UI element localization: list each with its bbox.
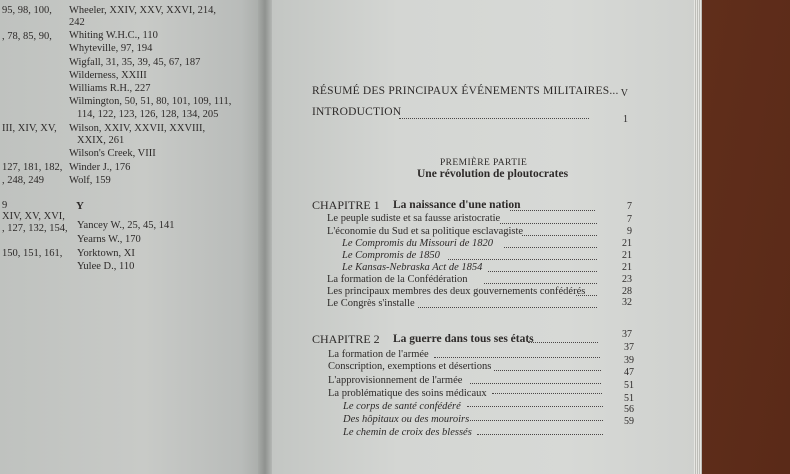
index-entry: XXIX, 261 xyxy=(77,135,125,146)
dot-leader xyxy=(504,247,597,248)
index-fragment: , 248, 249 xyxy=(2,175,44,186)
dot-leader xyxy=(522,235,597,236)
index-fragment: 95, 98, 100, xyxy=(2,5,52,16)
index-entry: Wilson's Creek, VIII xyxy=(69,148,156,159)
dot-leader xyxy=(467,406,603,407)
dot-leader xyxy=(477,434,603,435)
toc-entry: L'économie du Sud et sa politique esclavagiste xyxy=(327,226,524,237)
chapter-number: CHAPITRE 1 xyxy=(312,198,380,212)
index-fragment: 150, 151, 161, xyxy=(2,248,63,259)
dot-leader xyxy=(484,283,597,284)
page-edges xyxy=(694,0,702,474)
page-number: 7 xyxy=(627,201,632,212)
dot-leader xyxy=(500,223,597,224)
toc-subentry: Le Kansas-Nebraska Act de 1854 xyxy=(342,262,483,273)
toc-entry: La problématique des soins médicaux xyxy=(328,388,487,399)
index-entry: Yearns W., 170 xyxy=(77,234,141,245)
page-number: 21 xyxy=(622,238,632,249)
dot-leader xyxy=(576,295,597,296)
index-entry: Wilderness, XXIII xyxy=(69,70,147,81)
toc-subentry: Le Compromis de 1850 xyxy=(342,250,440,261)
page-number: 37 xyxy=(622,329,632,340)
dot-leader xyxy=(510,210,595,211)
index-entry: Yulee D., 110 xyxy=(77,261,135,272)
index-entry: Wheeler, XXIV, XXV, XXVI, 214, xyxy=(69,5,217,16)
page-number: 56 xyxy=(624,404,634,415)
page-number: 21 xyxy=(622,250,632,261)
dot-leader xyxy=(468,420,603,421)
part-label: PREMIÈRE PARTIE xyxy=(440,158,528,168)
toc-entry: La formation de l'armée xyxy=(328,349,429,360)
page-number: 39 xyxy=(624,355,634,366)
page-number: 21 xyxy=(622,262,632,273)
page-number: 51 xyxy=(624,380,634,391)
dot-leader xyxy=(399,118,589,119)
dot-leader xyxy=(528,342,598,343)
index-entry: Winder J., 176 xyxy=(69,162,131,173)
chapter-number: CHAPITRE 2 xyxy=(312,332,380,346)
page-number: 32 xyxy=(622,297,632,308)
index-fragment: 9 xyxy=(2,200,8,211)
chapter-title: La guerre dans tous ses états xyxy=(393,333,534,345)
toc-entry: Les principaux membres des deux gouvernements confédérés xyxy=(327,286,586,297)
index-entry: Williams R.H., 227 xyxy=(69,83,151,94)
part-title: Une révolution de ploutocrates xyxy=(417,168,569,180)
left-page-index xyxy=(0,0,262,474)
toc-entry: Le Congrès s'installe xyxy=(327,298,415,309)
page-number: 59 xyxy=(624,416,634,427)
toc-entry: La formation de la Confédération xyxy=(327,274,468,285)
toc-subentry: Le Compromis du Missouri de 1820 xyxy=(342,238,493,249)
page-number: V xyxy=(620,88,628,99)
toc-entry: Conscription, exemptions et désertions xyxy=(328,361,492,372)
page-number: 9 xyxy=(627,226,632,237)
index-fragment: , 127, 132, 154, xyxy=(2,223,68,234)
dot-leader xyxy=(488,271,597,272)
toc-introduction-entry: INTRODUCTION xyxy=(312,106,402,118)
toc-resume-entry: RÉSUMÉ DES PRINCIPAUX ÉVÉNEMENTS MILITAIRES... xyxy=(312,85,619,97)
dot-leader xyxy=(418,307,597,308)
toc-entry: Le peuple sudiste et sa fausse aristocratie xyxy=(327,213,501,224)
page-number: 7 xyxy=(627,214,632,225)
index-entry: Wolf, 159 xyxy=(69,175,111,186)
book-gutter xyxy=(258,0,272,474)
index-entry: Yorktown, XI xyxy=(77,248,135,259)
index-entry: Whyteville, 97, 194 xyxy=(69,43,153,54)
dot-leader xyxy=(492,393,602,394)
dot-leader xyxy=(470,383,601,384)
index-fragment: , 78, 85, 90, xyxy=(2,31,52,42)
index-entry: Yancey W., 25, 45, 141 xyxy=(77,220,175,231)
index-fragment: 127, 181, 182, xyxy=(2,162,63,173)
toc-subentry: Le chemin de croix des blessés xyxy=(343,427,472,438)
index-entry: 242 xyxy=(69,17,85,28)
index-entry: Wigfall, 31, 35, 39, 45, 67, 187 xyxy=(69,57,201,68)
right-page-toc xyxy=(272,0,694,474)
page-number: 51 xyxy=(624,393,634,404)
dot-leader xyxy=(434,357,600,358)
index-fragment: XIV, XV, XVI, xyxy=(2,211,65,222)
index-entry: Wilson, XXIV, XXVII, XXVIII, xyxy=(69,123,206,134)
toc-subentry: Des hôpitaux ou des mouroirs xyxy=(343,414,470,425)
index-letter-heading: Y xyxy=(76,200,84,212)
index-entry: 114, 122, 123, 126, 128, 134, 205 xyxy=(77,109,219,120)
page-number: 47 xyxy=(624,367,634,378)
index-entry: Wilmington, 50, 51, 80, 101, 109, 111, xyxy=(69,96,232,107)
toc-subentry: Le corps de santé confédéré xyxy=(343,401,461,412)
index-fragment: III, XIV, XV, xyxy=(2,123,57,134)
dot-leader xyxy=(448,259,597,260)
page-number: 23 xyxy=(622,274,632,285)
dot-leader xyxy=(494,370,601,371)
page-number: 1 xyxy=(623,114,628,125)
index-entry: Whiting W.H.C., 110 xyxy=(69,30,158,41)
page-number: 37 xyxy=(624,342,634,353)
chapter-title: La naissance d'une nation xyxy=(393,199,521,211)
toc-entry: L'approvisionnement de l'armée xyxy=(328,375,463,386)
page-number: 28 xyxy=(622,286,632,297)
